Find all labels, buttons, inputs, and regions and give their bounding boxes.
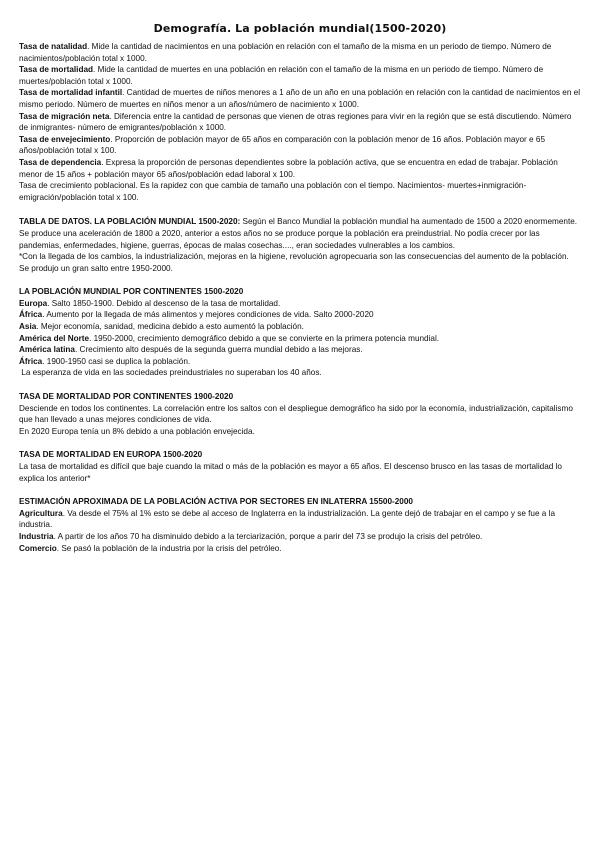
continent-item: [19, 321, 581, 333]
definition-term: Tasa de natalidad: [19, 42, 88, 51]
definition-item: [19, 180, 581, 203]
definition-term: Tasa de mortalidad infantil: [19, 88, 123, 98]
sector-text: . Va desde el 75% al 1% esto se debe al acceso de Inglaterra en la industrialización. La gente dejó de trabajar en el campo y se fue a la industria.: [19, 508, 556, 530]
definition-term: Tasa de mortalidad: [19, 65, 94, 75]
continent-term: América del Norte: [19, 333, 90, 343]
continent-text: . Crecimiento alto después de la segunda guerra mundial debido a las mejoras.: [74, 345, 363, 355]
definition-item: [19, 111, 581, 134]
definition-item: [19, 41, 581, 64]
continent-item: [19, 309, 581, 321]
section-heading: TASA DE MORTALIDAD POR CONTINENTES 1900-2020: [19, 392, 234, 402]
continent-item: [19, 298, 581, 310]
tabla-paragraph: [19, 216, 581, 251]
continent-text: . Aumento por la llegada de más alimentos y mejores condiciones de vida. Salto 2000-2020: [42, 310, 374, 320]
mortalidad-note: En 2020 Europa tenía un 8% debido a una población envejecida.: [19, 426, 255, 436]
definition-text: . Mide la cantidad de nacimientos en una población en relación con el tamaño de la misma en un periodo de tiempo. Número de nacimientos/población total x 1000.: [19, 42, 552, 63]
continent-text: . Salto 1850-1900. Debido al descenso de la tasa de mortalidad.: [47, 298, 281, 308]
continent-term: África: [19, 310, 43, 320]
continentes-note: La esperanza de vida en las sociedades preindustriales no superaban los 40 años.: [19, 368, 322, 378]
definition-item: [19, 134, 581, 157]
definition-text: . Expresa la proporción de personas dependientes sobre la población activa, que se encuentra en edad de trabajar. Población menor de 15 años + población mayor 65 años/población edad laboral x 100.: [19, 157, 558, 179]
sector-item: [19, 531, 581, 543]
section-heading: LA POBLACIÓN MUNDIAL POR CONTINENTES 1500-2020: [19, 287, 244, 297]
continent-term: Asia: [19, 322, 37, 332]
definition-text: . Mide la cantidad de muertes en una población en relación con el tamaño de la misma en un periodo de tiempo. Número de muertes/población total x 1000.: [19, 65, 544, 86]
sector-item: [19, 543, 581, 555]
definition-item: [19, 87, 581, 110]
mortalidad-section: [19, 391, 581, 437]
sector-term: Comercio: [19, 543, 57, 553]
definition-text: Tasa de crecimiento poblacional. Es la rapidez con que cambia de tamaño una población con el tiempo. Nacimientos- muertes+inmigración-emigración/población total x 100.: [19, 181, 527, 202]
continent-text: . 1950-2000, crecimiento demográfico debido a que se convierte en la primera potencia mundial.: [89, 333, 440, 343]
tabla-text: Según el Banco Mundial la población mundial ha aumentado de 1500 a 2020 enormemente. Se produce una aceleración de 1800 a 2020, anterior a estos años no se produce porque la población era preindustrial. No podía crecer por las pandemias, enfermedades, higiene, guerras, épocas de malas cosechas...., eran sociedades vulnerables a los cambios.: [19, 217, 578, 250]
continent-term: América latina: [19, 345, 75, 355]
definition-item: [19, 157, 581, 180]
definition-term: Tasa de dependencia: [19, 157, 102, 167]
sector-text: . A partir de los años 70 ha disminuido debido a la terciarización, porque a parir del 73 se produjo la crisis del petróleo.: [53, 531, 483, 541]
continent-item: [19, 333, 581, 345]
continent-term: Europa: [19, 298, 48, 308]
section-heading: ESTIMACIÓN APROXIMADA DE LA POBLACIÓN ACTIVA POR SECTORES EN INLATERRA 15500-2000: [19, 497, 413, 507]
activa-section: [19, 496, 581, 554]
definition-item: [19, 64, 581, 87]
definitions-section: [19, 41, 581, 203]
definition-text: . Diferencia entre la cantidad de personas que vienen de otras regiones para vivir en la región que se está discutiendo. Número de inmigrantes- número de emigrantes/población x 1000.: [19, 111, 572, 133]
continent-text: . 1900-1950 casi se duplica la población.: [42, 356, 191, 366]
continentes-section: [19, 286, 581, 379]
continent-item: [19, 356, 581, 368]
definition-text: . Proporción de población mayor de 65 años en comparación con la población menor de 16 años. Población mayor e 65 años/población total x 100.: [19, 134, 545, 156]
sector-term: Agricultura: [19, 508, 63, 518]
definition-text: . Cantidad de muertes de niños menores a 1 año de un año en una población en relación con la cantidad de nacimientos en el mismo periodo. Número de muertes en niños menor a un años/número de nacimiento x 1000.: [19, 88, 581, 109]
europa-text: La tasa de mortalidad es difícil que baje cuando la mitad o más de la población es mayor a 65 años. El descenso brusco en las tasas de mortalidad lo explica los anterior*: [19, 462, 562, 483]
continent-term: África: [19, 356, 43, 366]
sector-text: . Se pasó la población de la industria por la crisis del petróleo.: [56, 543, 282, 553]
document-page: [19, 22, 581, 554]
definition-term: Tasa de envejecimiento: [19, 134, 111, 144]
continent-text: . Mejor economía, sanidad, medicina debido a esto aumentó la población.: [36, 322, 304, 332]
section-heading: TASA DE MORTALIDAD EN EUROPA 1500-2020: [19, 450, 203, 460]
tabla-section: [19, 216, 581, 274]
sector-term: Industria: [19, 531, 54, 541]
section-heading: TABLA DE DATOS. LA POBLACIÓN MUNDIAL 1500-2020:: [19, 217, 241, 227]
definition-term: Tasa de migración neta: [19, 111, 110, 121]
tabla-note: *Con la llegada de los cambios, la industrialización, mejoras en la higiene, revolución agropecuaria son las consecuencias del aumento de la población. Se produjo un gran salto entre 1950-2000.: [19, 252, 569, 273]
continent-item: [19, 344, 581, 356]
sector-item: [19, 508, 581, 531]
page-title: Demografía. La población mundial(1500-2020): [153, 22, 447, 35]
mortalidad-text: Desciende en todos los continentes. La correlación entre los saltos con el despliegue demográfico ha sido por la economía, industrialización, capitalismo que han llevado a unas mejores condiciones de vida.: [19, 403, 573, 425]
europa-section: [19, 449, 581, 484]
